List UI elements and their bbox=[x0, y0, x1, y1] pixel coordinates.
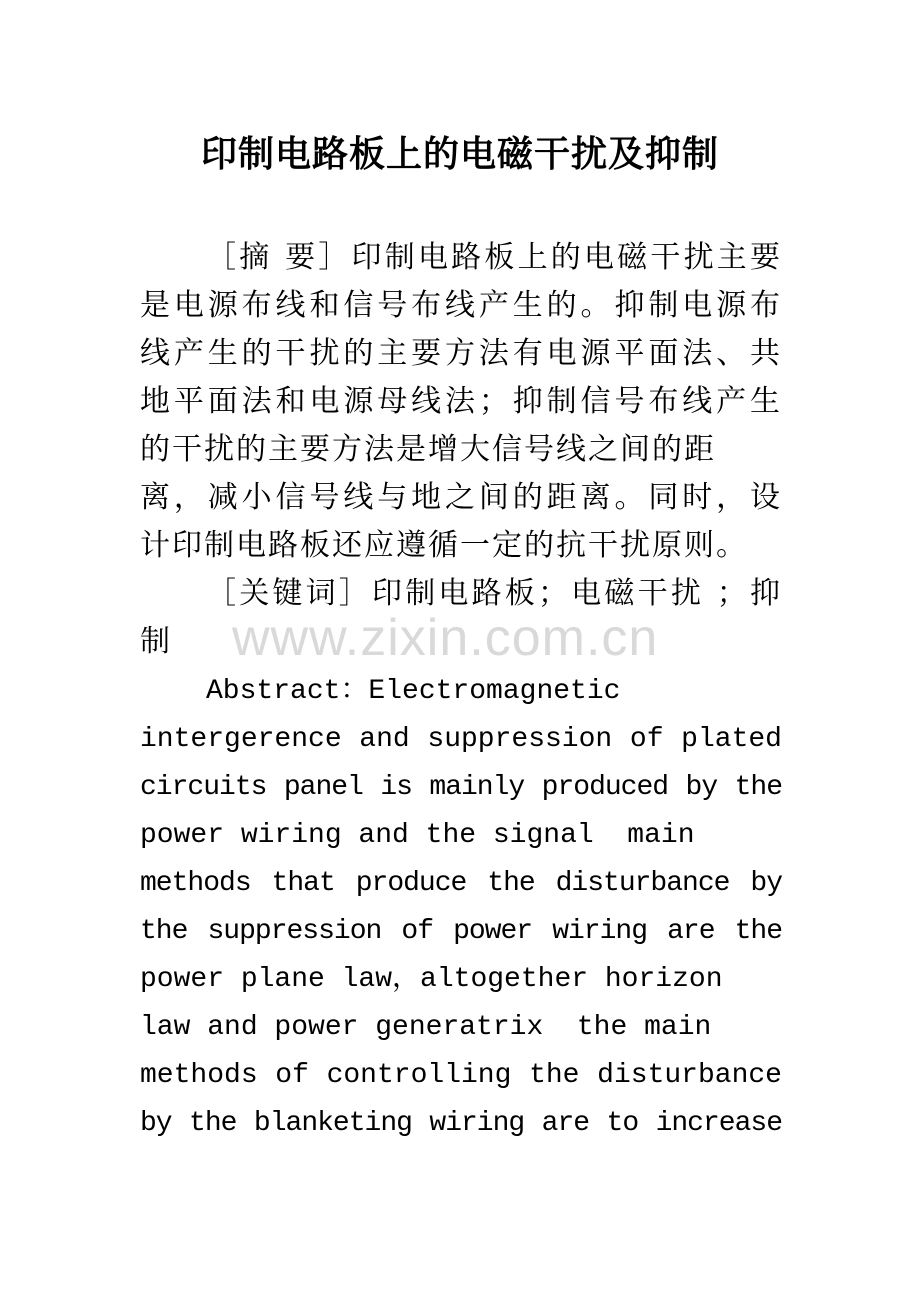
abstract-en-line: by the blanketing wiring are to increase bbox=[140, 1108, 782, 1139]
abstract-en-line: power plane law，altogether horizon bbox=[140, 964, 723, 995]
abstract-cn-line: 计印制电路板还应遵循一定的抗干扰原则。 bbox=[140, 528, 748, 563]
abstract-en-line: intergerence and suppression of plated bbox=[140, 724, 782, 755]
abstract-en-line: power wiring and the signal main bbox=[140, 820, 695, 851]
abstract-cn-line: ［摘 要］印制电路板上的电磁干扰主要 bbox=[206, 240, 782, 275]
abstract-cn-line: 是电源布线和信号布线产生的。抑制电源布 bbox=[140, 288, 782, 323]
watermark: www.zixin.com.cn bbox=[232, 609, 659, 667]
abstract-cn-line: 地平面法和电源母线法；抑制信号布线产生 bbox=[140, 384, 782, 419]
abstract-cn-line: 线产生的干扰的主要方法有电源平面法、共 bbox=[140, 336, 782, 371]
abstract-en-line: methods of controlling the disturbance bbox=[140, 1060, 782, 1091]
keywords-line: 制 bbox=[140, 624, 172, 659]
abstract-cn-line: 离，减小信号线与地之间的距离。同时，设 bbox=[140, 480, 782, 515]
abstract-en-line: methods that produce the disturbance by bbox=[140, 868, 782, 899]
abstract-en-line: circuits panel is mainly produced by the bbox=[140, 772, 782, 803]
abstract-en-line: Abstract：Electromagnetic bbox=[206, 676, 621, 707]
abstract-cn-line: 的干扰的主要方法是增大信号线之间的距 bbox=[140, 432, 716, 467]
abstract-en-line: law and power generatrix the main bbox=[140, 1012, 712, 1043]
document-title: 印制电路板上的电磁干扰及抑制 bbox=[200, 134, 719, 175]
keywords-line: ［关键词］印制电路板；电磁干扰 ；抑 bbox=[206, 576, 782, 611]
abstract-en-line: the suppression of power wiring are the bbox=[140, 916, 782, 947]
